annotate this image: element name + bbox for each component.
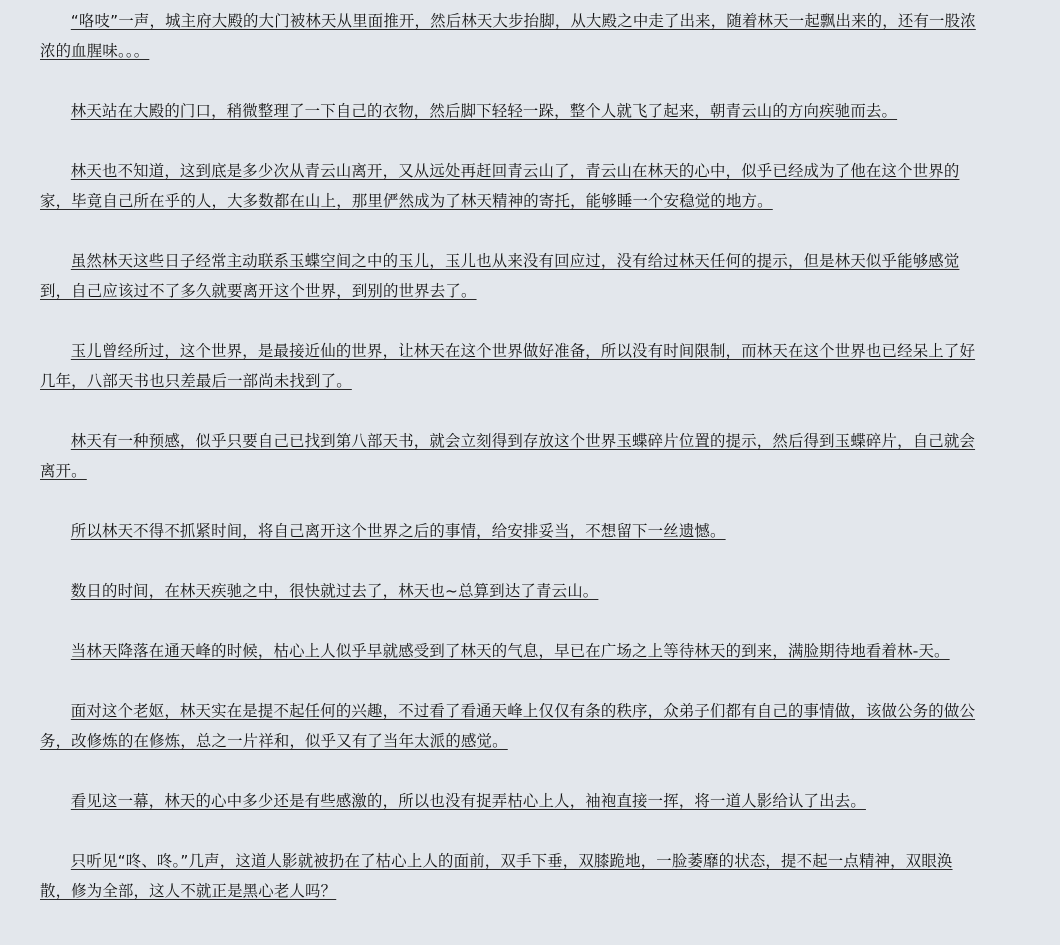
paragraph-text: 只听见“咚、咚。”几声，这道人影就被扔在了枯心上人的面前，双手下垂，双膝跪地，一脸萎靡的状态，提不起一点精神，双眼涣散，修为全部，这人不就正是黑心老人吗？ xyxy=(40,852,953,900)
paragraph-text: 林天有一种预感，似乎只要自己已找到第八部天书，就会立刻得到存放这个世界玉蝶碎片位置的提示，然后得到玉蝶碎片，自己就会离开。 xyxy=(40,432,976,480)
paragraph-text: 数日的时间，在林天疾驰之中，很快就过去了，林天也~总算到达了青云山。 xyxy=(70,582,599,600)
paragraph-text: 虽然林天这些日子经常主动联系玉蝶空间之中的玉儿，玉儿也从来没有回应过，没有给过林天任何的提示，但是林天似乎能够感觉到，自己应该过不了多久就要离开这个世界，到别的世界去了。 xyxy=(40,252,960,300)
paragraph xyxy=(40,96,982,126)
paragraph xyxy=(40,636,982,666)
paragraph-text: 所以林天不得不抓紧时间，将自己离开这个世界之后的事情，给安排妥当，不想留下一丝遗憾。 xyxy=(70,522,726,540)
paragraph xyxy=(40,576,982,606)
paragraph-text: 看见这一幕，林天的心中多少还是有些感激的，所以也没有捉弄枯心上人，袖袍直接一挥，将一道人影给认了出去。 xyxy=(70,792,866,810)
paragraph xyxy=(40,846,982,906)
paragraph xyxy=(40,156,982,216)
paragraph xyxy=(40,786,982,816)
paragraph-text: 玉儿曾经所过，这个世界，是最接近仙的世界，让林天在这个世界做好准备，所以没有时间限制，而林天在这个世界也已经呆上了好几年，八部天书也只差最后一部尚未找到了。 xyxy=(40,342,976,390)
paragraph-text: “咯吱”一声，城主府大殿的大门被林天从里面推开，然后林天大步抬脚，从大殿之中走了出来，随着林天一起飘出来的，还有一股浓浓的血腥味。。。 xyxy=(40,12,976,60)
paragraph-text: 林天站在大殿的门口，稍微整理了一下自己的衣物，然后脚下轻轻一跺，整个人就飞了起来，朝青云山的方向疾驰而去。 xyxy=(70,102,898,120)
paragraph-text: 面对这个老妪，林天实在是提不起任何的兴趣，不过看了看通天峰上仅仅有条的秩序，众弟子们都有自己的事情做，该做公务的做公务，改修炼的在修炼，总之一片祥和，似乎又有了当年太派的感觉。 xyxy=(40,702,976,750)
paragraph xyxy=(40,696,982,756)
paragraph-text: 林天也不知道，这到底是多少次从青云山离开，又从远处再赶回青云山了，青云山在林天的心中，似乎已经成为了他在这个世界的家，毕竟自己所在乎的人，大多数都在山上，那里俨然成为了林天精神的寄托，能够睡一个安稳觉的地方。 xyxy=(40,162,960,210)
paragraph xyxy=(40,246,982,306)
paragraph xyxy=(40,336,982,396)
paragraph xyxy=(40,426,982,486)
paragraph xyxy=(40,516,982,546)
paragraph xyxy=(40,6,982,66)
text-column xyxy=(40,6,982,936)
paragraph-text: 当林天降落在通天峰的时候，枯心上人似乎早就感受到了林天的气息，早已在广场之上等待林天的到来，满脸期待地看着林-天。 xyxy=(70,642,950,660)
